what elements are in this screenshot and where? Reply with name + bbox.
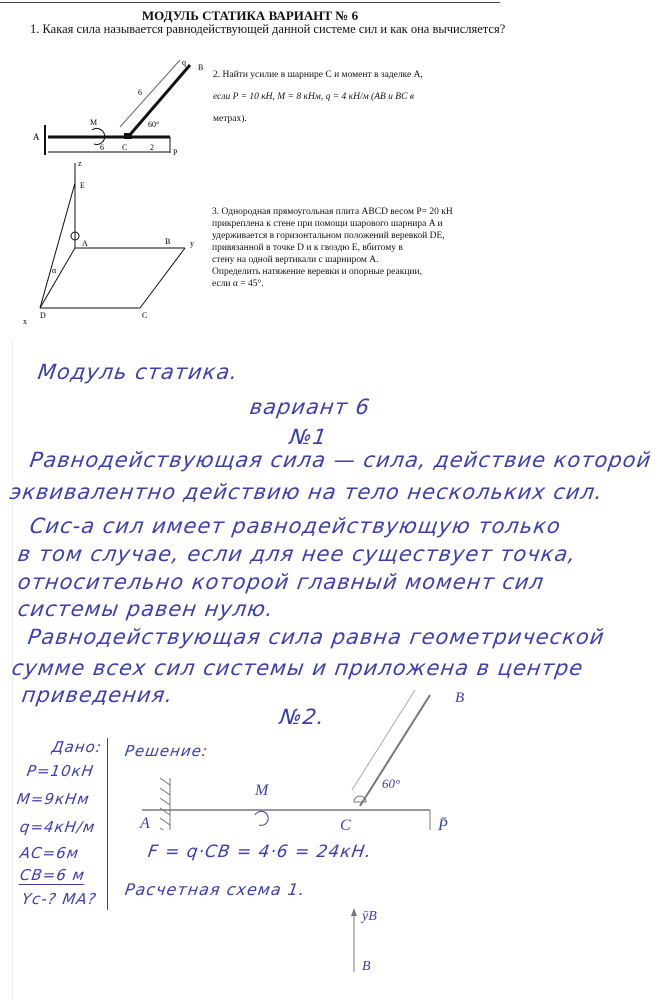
fig1-label-b: B — [198, 63, 204, 72]
top-rule — [0, 2, 500, 3]
given-item: P=10кН — [25, 762, 96, 780]
question-3 — [212, 206, 462, 290]
fig1-label-a: A — [33, 132, 40, 142]
fig1-label-p: P — [173, 148, 178, 157]
given-label: Дано: — [50, 738, 104, 756]
q3-line: удерживается в горизонтальном положений веревкой DE, — [212, 231, 445, 241]
answer-line: Равнодействующая сила равна геометрической — [26, 625, 607, 649]
fig1-label-2: 2 — [150, 143, 154, 152]
fig1-label-6: 6 — [100, 143, 104, 152]
q3-line: стену на одной вертикали с шарниром A. — [212, 255, 379, 265]
solution-variant: вариант 6 — [248, 395, 372, 419]
fig1-label-m: M — [90, 118, 98, 127]
q2-line: если P = 10 кН, M = 8 кНм, q = 4 кН/м (AB и BC в — [213, 92, 414, 102]
fig2-c: C — [142, 311, 148, 320]
figure-2-plate — [20, 158, 210, 328]
given-block — [12, 738, 108, 910]
fig2-e: E — [80, 181, 85, 190]
task-1-number: №1 — [288, 425, 329, 449]
sketch-label-p: P̄ — [438, 817, 448, 830]
question-2 — [213, 64, 453, 130]
answer-line: Сис-а сил имеет равнодействующую только — [28, 514, 563, 538]
fig2-y: y — [190, 239, 194, 248]
q2-line: 2. Найти усилие в шарнире C и момент в заделке A, — [213, 70, 423, 80]
q3-line: 3. Однородная прямоугольная плита ABCD весом P= 20 кН — [212, 207, 453, 217]
scheme-label-yb: ȳB — [362, 909, 377, 924]
answer-line: в том случае, если для нее существует точка, — [16, 542, 578, 566]
answer-line: относительно которой главный момент сил — [16, 570, 546, 594]
sketch-label-a: A — [140, 815, 150, 830]
answer-line: сумме всех сил системы и приложена в центре — [10, 656, 586, 680]
q3-line: если α = 45°. — [212, 279, 264, 289]
sketch-label-angle: 60° — [382, 776, 401, 791]
answer-line: приведения. — [20, 683, 175, 707]
exam-title: МОДУЛЬ СТАТИКА ВАРИАНТ № 6 — [141, 8, 359, 23]
q3-line: прикреплена к стене при помощи шарового шарнира A и — [212, 219, 443, 229]
fig2-b: B — [165, 237, 171, 246]
given-item: CB=6 м — [18, 866, 87, 884]
given-item: q=4кН/м — [18, 818, 97, 836]
task-2-number: №2. — [278, 705, 327, 729]
q3-line: Определить натяжение веревки и опорные реакции, — [212, 267, 422, 277]
scheme-label-b: B — [362, 959, 371, 974]
fig1-label-q: q — [182, 58, 186, 67]
fig2-d: D — [40, 311, 46, 320]
q3-line: привязанной в точке D и к гвоздю E, вбитому в — [212, 243, 403, 253]
fig1-label-c: C — [122, 143, 128, 152]
solution-heading: Модуль статика. — [36, 360, 240, 384]
figure-1-beam — [30, 55, 210, 160]
scheme-label: Расчетная схема 1. — [123, 880, 307, 899]
find-item: Yc-? MA? — [20, 890, 98, 908]
answer-line: системы равен нулю. — [16, 597, 276, 621]
given-item: M=9кНм — [15, 790, 91, 808]
q2-line: метрах). — [213, 114, 247, 124]
answer-line: Равнодействующая сила — сила, действие которой — [28, 448, 654, 472]
fig1-label-angle: 60° — [148, 120, 160, 129]
sketch-label-b: B — [455, 690, 465, 706]
fig1-label-cb: 6 — [138, 88, 142, 97]
solution-sketch — [130, 690, 480, 830]
sketch-label-m: M — [255, 782, 269, 799]
scheme-1-sketch — [340, 900, 400, 980]
answer-line: эквивалентно действию на тело нескольких сил. — [8, 480, 605, 504]
formula: F = q·CB = 4·6 = 24кН. — [146, 842, 374, 862]
question-1: 1. Какая сила называется равнодействующей данной системе сил и как она вычисляется? — [30, 22, 506, 36]
fig2-alpha: α — [52, 266, 57, 275]
fig2-z: z — [78, 159, 82, 168]
fig2-a: A — [82, 239, 88, 248]
solution-label: Решение: — [123, 742, 210, 760]
sketch-label-c: C — [340, 817, 351, 830]
given-item: AC=6м — [18, 844, 81, 862]
fig2-x: x — [23, 317, 27, 326]
